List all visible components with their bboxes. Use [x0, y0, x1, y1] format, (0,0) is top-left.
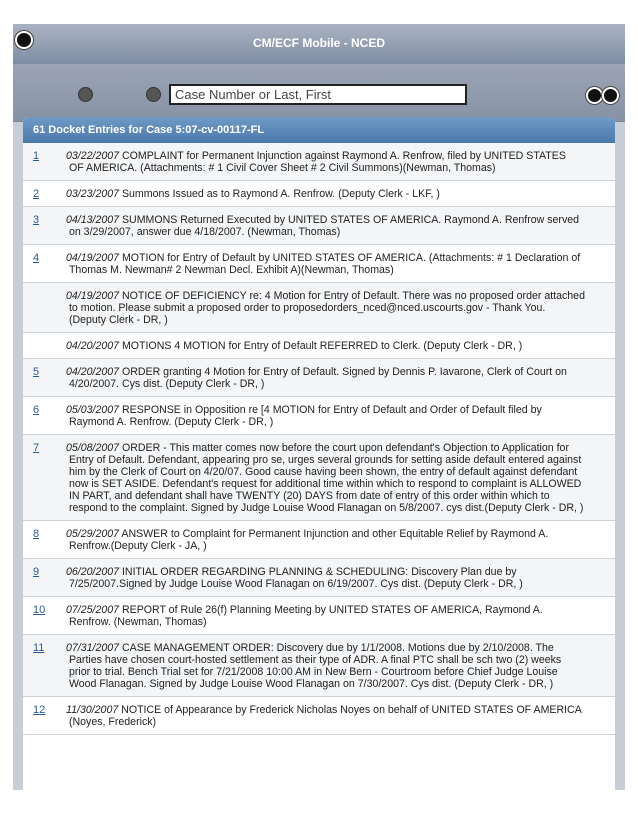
entry-description: ANSWER to Complaint for Permanent Injunction and other Equitable Relief by Raymond A. Renfrow.(Deputy Clerk - JA, )	[68, 528, 549, 552]
entry-text	[66, 704, 615, 728]
entry-number-cell	[23, 290, 66, 326]
entry-number-link[interactable]: 4	[33, 252, 40, 264]
entry-number-link[interactable]: 10	[33, 604, 46, 616]
entry-description: Summons Issued as to Raymond A. Renfrow. (Deputy Clerk - LKF, )	[119, 188, 440, 200]
entry-description: RESPONSE in Opposition re [4 MOTION for Entry of Default and Order of Default filed by Raymond A. Renfrow. (Deputy Clerk - DR, )	[68, 404, 542, 428]
docket-entry	[23, 435, 615, 521]
search-dot-icon[interactable]	[146, 87, 161, 102]
entry-text	[66, 290, 615, 326]
entry-number-cell	[23, 528, 66, 552]
go-button-left[interactable]	[586, 87, 603, 104]
docket-entry	[23, 333, 615, 359]
entry-number-cell	[23, 214, 66, 238]
entry-number-cell	[23, 252, 66, 276]
docket-entry	[23, 283, 615, 333]
entry-number-cell	[23, 604, 66, 628]
entry-number-link[interactable]: 8	[33, 528, 40, 540]
search-input[interactable]	[169, 84, 467, 105]
entry-date: 06/20/2007	[66, 566, 120, 578]
entry-number-cell	[23, 188, 66, 200]
entry-description: CASE MANAGEMENT ORDER: Discovery due by 1/1/2008. Motions due by 2/10/2008. The Parties have chosen court-hosted settlement as their type of ADR. A final PTC shall be sch two (2) weeks prior to trial. Bench Trial set for 7/21/2008 10:00 AM in New Bern - Courtroom before Chief Judge Louise Wood Flanagan. Signed by Judge Louise Wood Flanagan on 7/30/2007. Cys dist. (Deputy Clerk - DR, )	[68, 642, 562, 690]
entry-text	[66, 642, 615, 690]
entry-number-link[interactable]: 3	[33, 214, 40, 226]
entry-number-link[interactable]: 1	[33, 150, 40, 162]
entry-date: 07/25/2007	[66, 604, 120, 616]
docket-entry	[23, 143, 615, 181]
entry-description: NOTICE OF DEFICIENCY re: 4 Motion for Entry of Default. There was no proposed order attached to motion. Please submit a proposed order to proposedorders_nced@nced.uscourts.gov - Thank You. (Deputy Clerk - DR, )	[68, 290, 585, 326]
menu-dot-icon[interactable]	[78, 87, 93, 102]
entry-number-cell	[23, 150, 66, 174]
entry-description: SUMMONS Returned Executed by UNITED STATES OF AMERICA. Raymond A. Renfrow served on 3/29/2007, answer due 4/18/2007. (Newman, Thomas)	[68, 214, 580, 238]
entry-number-cell	[23, 642, 66, 690]
docket-entry	[23, 245, 615, 283]
docket-entry	[23, 359, 615, 397]
entry-description: COMPLAINT for Permanent Injunction against Raymond A. Renfrow, filed by UNITED STATES OF AMERICA. (Attachments: # 1 Civil Cover Sheet # 2 Civil Summons)(Newman, Thomas)	[68, 150, 566, 174]
entry-date: 03/23/2007	[66, 188, 120, 200]
entry-number-link[interactable]: 2	[33, 188, 40, 200]
docket-entry	[23, 397, 615, 435]
entry-number-cell	[23, 404, 66, 428]
entry-description: ORDER - This matter comes now before the court upon defendant's Objection to Application for Entry of Default. Defendant, appearing pro se, urges several grounds for setting aside default entered against him by the Clerk of Court on 4/20/07. Good cause having been shown, the entry of default against defendant now is SET ASIDE. Defendant's request for additional time within which to respond to complaint is ALLOWED IN PART, and defendant shall have TWENTY (20) DAYS from date of entry of this order within which to respond to the complaint. Signed by Judge Louise Wood Flanagan on 5/8/2007. cys dist.(Deputy Clerk - DR, )	[68, 442, 584, 514]
entry-date: 05/08/2007	[66, 442, 120, 454]
docket-header: 61 Docket Entries for Case 5:07-cv-00117-FL	[23, 117, 615, 143]
entry-number-cell	[23, 366, 66, 390]
docket-entry	[23, 559, 615, 597]
entry-description: MOTION for Entry of Default by UNITED STATES OF AMERICA. (Attachments: # 1 Declaration of Thomas M. Newman# 2 Newman Decl. Exhibit A)(Newman, Thomas)	[68, 252, 581, 276]
entry-date: 04/19/2007	[66, 252, 120, 264]
entry-number-link[interactable]: 9	[33, 566, 40, 578]
docket-entry	[23, 181, 615, 207]
entry-text	[66, 214, 615, 238]
entry-text	[66, 340, 615, 352]
entry-description: MOTIONS 4 MOTION for Entry of Default REFERRED to Clerk. (Deputy Clerk - DR, )	[119, 340, 523, 352]
entry-text	[66, 604, 615, 628]
entry-number-link[interactable]: 11	[33, 642, 45, 654]
entry-text	[66, 404, 615, 428]
title-bar	[13, 24, 625, 64]
search-bar	[13, 64, 625, 122]
entry-date: 05/29/2007	[66, 528, 120, 540]
docket-entry	[23, 697, 615, 735]
entry-text	[66, 442, 615, 514]
entry-date: 04/20/2007	[66, 366, 120, 378]
entry-text	[66, 188, 615, 200]
entry-date: 07/31/2007	[66, 642, 120, 654]
entry-date: 03/22/2007	[66, 150, 120, 162]
entry-text	[66, 252, 615, 276]
entry-text	[66, 366, 615, 390]
entry-number-link[interactable]: 7	[33, 442, 40, 454]
entry-date: 05/03/2007	[66, 404, 120, 416]
entry-number-cell	[23, 566, 66, 590]
app-title: CM/ECF Mobile - NCED	[253, 36, 385, 50]
docket-card	[23, 117, 615, 790]
entry-description: ORDER granting 4 Motion for Entry of Default. Signed by Dennis P. Iavarone, Clerk of Court on 4/20/2007. Cys dist. (Deputy Clerk - DR, )	[68, 366, 567, 390]
entry-text	[66, 528, 615, 552]
entry-number-cell	[23, 340, 66, 352]
mobile-page	[13, 24, 625, 790]
entry-description: REPORT of Rule 26(f) Planning Meeting by UNITED STATES OF AMERICA, Raymond A. Renfrow. (Newman, Thomas)	[68, 604, 543, 628]
entry-description: INITIAL ORDER REGARDING PLANNING & SCHEDULING: Discovery Plan due by 7/25/2007.Signed by Judge Louise Wood Flanagan on 6/19/2007. Cys dist. (Deputy Clerk - DR, )	[68, 566, 523, 590]
entry-number-link[interactable]: 12	[33, 704, 46, 716]
entry-number-link[interactable]: 5	[33, 366, 40, 378]
docket-entries-list	[23, 143, 615, 735]
entry-date: 04/13/2007	[66, 214, 120, 226]
docket-entry	[23, 597, 615, 635]
docket-entry	[23, 521, 615, 559]
docket-entry	[23, 635, 615, 697]
entry-date: 04/19/2007	[66, 290, 120, 302]
entry-number-cell	[23, 704, 66, 728]
docket-entry	[23, 207, 615, 245]
entry-text	[66, 150, 615, 174]
entry-date: 04/20/2007	[66, 340, 120, 352]
entry-text	[66, 566, 615, 590]
entry-description: NOTICE of Appearance by Frederick Nicholas Noyes on behalf of UNITED STATES OF AMERICA (Noyes, Frederick)	[68, 704, 582, 728]
go-button-right[interactable]	[602, 87, 619, 104]
entry-number-link[interactable]: 6	[33, 404, 40, 416]
entry-number-cell	[23, 442, 66, 514]
entry-date: 11/30/2007	[66, 704, 119, 716]
